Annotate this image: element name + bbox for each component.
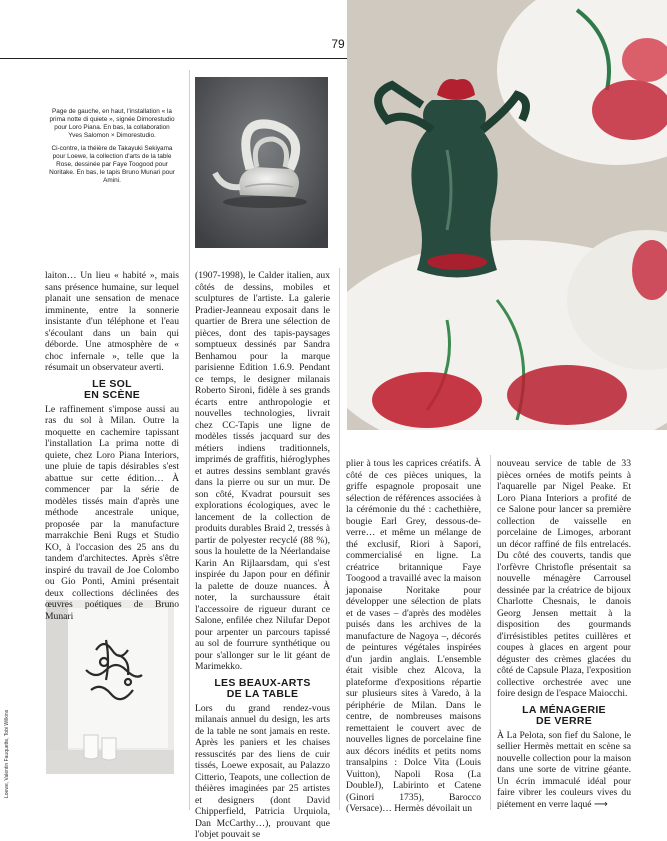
column-1-body: Le raffinement s'impose aussi au ras du sol à Milan. Outre la moquette en cachemire tapissant l'installation La prima notte di quiete, chez Loro Piana Interiors, une pluie de tapis désirables s'est abattue sur cette édition… À commencer par la série de modèles tissés main d'après une méthode ancestrale unique, proposée par la manufacture marrakchie Beni Rugs et Studio KO, à l'occasion des 25 ans du tandem d'architectes. Après s'être inspiré du travail de Joe Colombo ou Gio Ponti, Amini présentait deux collections déclinées des œuvres poétiques de Bruno Munari — [45, 403, 179, 622]
column-divider — [490, 455, 491, 810]
noritake-vase-photo — [347, 0, 667, 430]
column-4-body-2-text: À La Pelota, son fief du Salone, le sellier Hermès mettait en scène sa nouvelle collection pour la maison dans une sorte de vitrine géante. Un écrin immaculé idéal pour faire vibrer les couleurs vives du piétement en verre laqué — [497, 729, 631, 810]
column-4-body: nouveau service de table de 33 pièces ornées de motifs peints à l'aquarelle par Nigel Peake. Et Loro Piana Interiors a profité de ce Salone pour lancer sa première collection de vaisselle en porcelaine de Limoges, arborant un décor raffiné de fils entrelacés. Du côté des couverts, tandis que l'orfèvre Christofle présentait sa nouvelle ménagère Carrousel dessinée par la créatrice de bijoux Charlotte Chesnais, le danois Georg Jensen mettait à la disposition des gourmands d'irrésistibles petites cuillères et coupes à glaces en argent pour déguster des crèmes glacées du côté de Capsule Plaza, l'exposition collective orchestrée avec une foire design de l'espace Maiocchi. — [497, 458, 631, 699]
heading-line-1: LA MÉNAGERIE — [522, 703, 606, 716]
photo-credit-text: Loewe, Valentin Fauquette, Tobi Wilkins — [4, 709, 10, 798]
column-3-body: plier à tous les caprices créatifs. À côté de ces pièces uniques, la griffe espagnole proposait une sélection de références associées à la cérémonie du thé : cachethière, bougie Earl Grey, dessous-de-verre… et même un mélange de thé exclusif, Riori à Sapori, commercialisé en ligne. La créatrice britannique Faye Toogood a travaillé avec la maison japonaise Noritake pour développer une sélection de plats et de vases – d'après des modèles puisés dans les archives de la manufacture de Nagoya –, décorés de peintures végétales inspirées d'un jardin anglais. L'ensemble était visible chez Alcova, la plateforme d'expositions répartie sur plusieurs sites à Varedo, à la périphérie de Milan. Dans le centre, de nombreuses maisons remettaient le couvert avec de nouvelles lignes de porcelaine fine aux décors inédits et petits noms transalpins : Dolce Vita (Louis Vuitton), Napoli Rosa (La DoubleJ), Labirinto et Catene (Ginori 1735), Barocco (Versace)… Hermès dévoilait un — [346, 458, 481, 814]
column-divider — [189, 70, 190, 810]
column-divider — [339, 268, 340, 810]
teapot-photo — [195, 77, 328, 248]
section-heading-verre — [497, 705, 631, 727]
heading-line-2: EN SCÈNE — [83, 388, 141, 401]
bruno-munari-rug-photo — [46, 600, 174, 774]
column-2-body: (1907-1998), le Calder italien, aux côtés de dessins, mobiles et sculptures de l'artiste. La galerie Pradier-Jeanneau exposait dans le quartier de Brera une sélection de pièces, dont des tapis-paysages somptueux dessinés par Sandra Benhamou pour la marque parisienne Edition 1.6.9. Pendant ce temps, le designer milanais Roberto Sironi, fidèle à ses grands écarts entre anthropologie et nouvelles technologies, livrait chez CC-Tapis une ligne de modèles tissés jacquard sur des métiers indiens traditionnels, imprimés de graffitis, hiéroglyphes et autres dessins semblant gravés dans la pierre ou sur un mur. De son côté, Kvadrat poursuit ses explorations écologiques, avec le lancement de la collection de produits durables Braid 2, tressés à partir de polyester recyclé (88 %), sous la houlette de la Néerlandaise Karin An Rijlaarsdam, qui s'est inspirée du Japon pour en définir la palette de douze nuances. À noter, la surchaussure était l'accessoire de rigueur durant ce Salone, enfilée chez Nilufar Depot pour arpenter un parcours tapissé au sol de fourrure synthétique ou pour s'allonger sur le lit géant de Marimekko. — [195, 270, 330, 672]
column-1-intro: laiton… Un lieu « habité », mais sans présence humaine, sur lequel planait une sensation de menace imminente, entre la sonnerie insistante d'un téléphone et l'eau s'écoulant dans un bain qui déborde. Une atmosphère de « choc infernale », telle que la résumait un observateur averti. — [45, 270, 179, 373]
section-heading-sol — [45, 379, 179, 401]
column-2-body-2: Lors du grand rendez-vous milanais annuel du design, les arts de la table ne sont jamais en reste. Après les paniers et les chaises ressuscités par des liens de cuir tissés, Loewe exposait, au Palazzo Citterio, Teapots, une collection de théières imaginées par 25 artistes et designers (dont David Chipperfield, Patricia Urquiola, Dan McCarthy…), prouvant que l'objet pouvait se — [195, 702, 330, 840]
heading-line-2: DE VERRE — [535, 714, 593, 727]
continue-arrow-icon: ⟶ — [593, 798, 608, 810]
caption-this-page: Ci-contre, la théière de Takayuki Sekiyama pour Loewe, la collection d'arts de la table Rose, dessinée par Faye Toogood pour Noritake. En bas, le tapis Bruno Munari pour Amini. — [49, 145, 175, 184]
photo-credit — [4, 680, 16, 800]
column-2 — [195, 270, 330, 841]
photo-caption — [47, 108, 177, 190]
caption-left-page: Page de gauche, en haut, l'installation « la prima notte di quiete », signée Dimorestudio pour Loro Piana. En bas, la collaboration Yves Salomon × Dimorestudio. — [49, 108, 175, 139]
section-heading-table — [195, 678, 330, 700]
column-4 — [497, 458, 631, 810]
header-rule — [0, 58, 347, 59]
column-4-body-2 — [497, 730, 631, 811]
column-1 — [45, 270, 179, 622]
column-3 — [346, 458, 481, 815]
page-number: 79 — [331, 37, 345, 51]
heading-line-2: DE LA TABLE — [226, 687, 299, 700]
heading-line-1: LES BEAUX-ARTS — [214, 676, 311, 689]
heading-line-1: LE SOL — [92, 377, 132, 390]
